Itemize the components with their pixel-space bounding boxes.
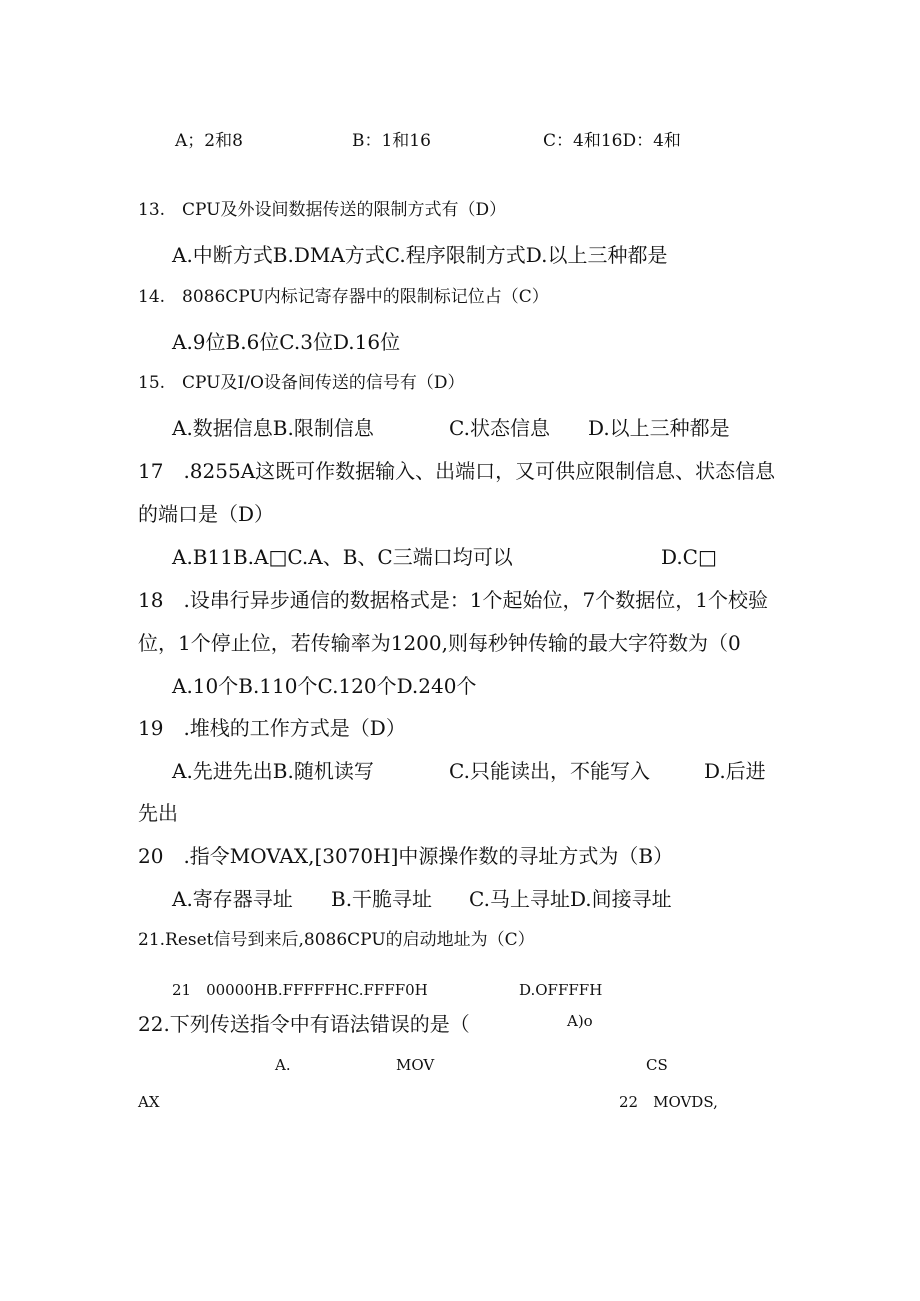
- question-15-options-ab: A.数据信息B.限制信息: [172, 416, 374, 440]
- question-21: 21.Reset信号到来后,8086CPU的启动地址为（C）: [138, 930, 535, 950]
- question-15-option-d: D.以上三种都是: [588, 416, 730, 440]
- question-22-option-a-cs: CS: [646, 1056, 668, 1074]
- question-15: 15. CPU及I/O设备间传送的信号有（D）: [138, 373, 465, 393]
- question-22-option-a-ax: AX: [138, 1093, 160, 1111]
- question-18-options: A.10个B.110个C.120个D.240个: [172, 674, 477, 698]
- question-21-options-abc: 21 00000HB.FFFFFHC.FFFF0H: [172, 981, 428, 999]
- q12-option-cd: C：4和16D：4和: [543, 131, 681, 151]
- question-22: 22.下列传送指令中有语法错误的是（: [138, 1012, 470, 1036]
- question-17-option-d: D.C□: [661, 545, 717, 569]
- question-17-line2: 的端口是（D）: [138, 502, 275, 526]
- question-22-option-b: 22 MOVDS,: [619, 1093, 718, 1111]
- question-22-option-a-mov: MOV: [396, 1056, 435, 1074]
- q12-option-a: A；2和8: [175, 131, 243, 151]
- q12-option-b: B：1和16: [352, 131, 431, 151]
- question-21-option-d: D.OFFFFH: [519, 981, 603, 999]
- question-20-option-a: A.寄存器寻址: [172, 887, 293, 911]
- question-18-line1: 18 .设串行异步通信的数据格式是：1个起始位，7个数据位，1个校验: [138, 588, 768, 612]
- question-20-option-b: B.干脆寻址: [331, 887, 433, 911]
- question-14: 14. 8086CPU内标记寄存器中的限制标记位占（C）: [138, 287, 549, 307]
- question-13-options: A.中断方式B.DMA方式C.程序限制方式D.以上三种都是: [172, 243, 668, 267]
- question-19-option-d-cont: 先出: [138, 801, 178, 825]
- question-19-options-ab: A.先进先出B.随机读写: [172, 759, 374, 783]
- question-22-option-a: A.: [275, 1056, 291, 1074]
- question-20: 20 .指令MOVAX,[3070H]中源操作数的寻址方式为（B）: [138, 844, 674, 868]
- question-17-line1: 17 .8255A这既可作数据输入、出端口，又可供应限制信息、状态信息: [138, 459, 776, 483]
- question-17-options-abc: A.B11B.A□C.A、B、C三端口均可以: [172, 545, 513, 569]
- question-19: 19 .堆栈的工作方式是（D）: [138, 716, 406, 740]
- question-15-option-c: C.状态信息: [449, 416, 550, 440]
- question-22-answer: A)o: [567, 1012, 593, 1030]
- question-19-option-c: C.只能读出，不能写入: [449, 759, 650, 783]
- question-13: 13. CPU及外设间数据传送的限制方式有（D）: [138, 200, 507, 220]
- question-14-options: A.9位B.6位C.3位D.16位: [172, 330, 401, 354]
- question-19-option-d: D.后进: [704, 759, 766, 783]
- question-20-options-cd: C.马上寻址D.间接寻址: [469, 887, 672, 911]
- question-18-line2: 位，1个停止位，若传输率为1200,则每秒钟传输的最大字符数为（0: [138, 631, 741, 655]
